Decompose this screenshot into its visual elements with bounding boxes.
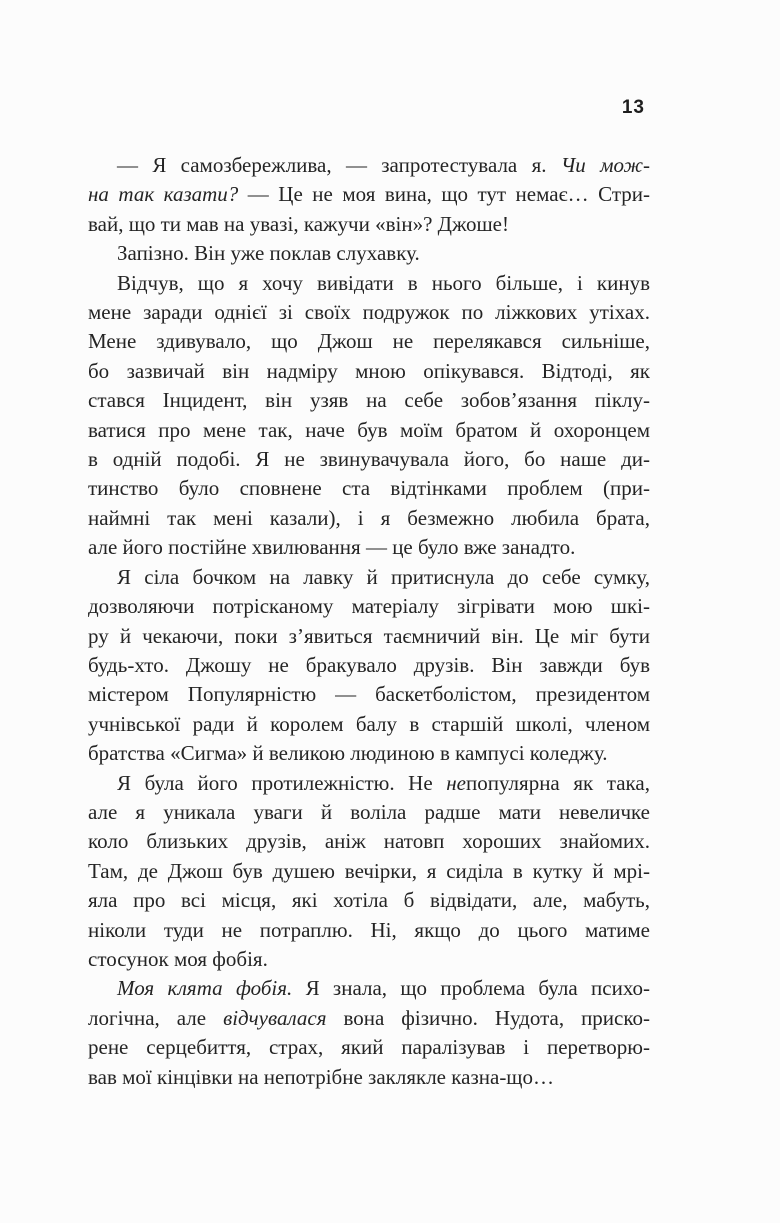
text-line — [88, 504, 650, 533]
text-line — [88, 180, 650, 209]
text-run: Запізно. Він уже поклав слухавку. — [117, 241, 420, 266]
text-run: ватися про мене так, наче був моїм братом й охоронцем — [88, 417, 650, 442]
text-line — [88, 474, 650, 503]
text-run: — Я самозбережлива, — запротестувала я. — [117, 153, 561, 177]
text-run: — Це не моя вина, що тут немає… Стри- — [238, 182, 650, 207]
text-line — [88, 710, 650, 739]
text-line — [88, 151, 650, 180]
text-run: містером Популярністю — баскетболістом, президентом — [88, 682, 650, 707]
text-run: ру й чекаючи, поки з’явиться таємничий він. Це міг бути — [88, 623, 650, 648]
text-block — [88, 151, 650, 1092]
text-run: Я сіла бочком на лавку й притиснула до себе сумку, — [117, 564, 650, 589]
text-line — [88, 327, 650, 356]
text-line — [88, 1033, 650, 1062]
paragraph-3 — [88, 269, 650, 563]
text-line — [88, 622, 650, 651]
text-line — [88, 298, 650, 327]
text-run: наймні так мені казали), і я безмежно любила брата, — [88, 505, 650, 530]
paragraph-6 — [88, 974, 650, 1092]
text-line — [88, 680, 650, 709]
text-line — [88, 651, 650, 680]
text-run: в одній подобі. Я не звинувачувала його, бо наше ди- — [88, 447, 650, 472]
text-run: Я знала, що проблема була психо- — [292, 976, 651, 1001]
text-run: стався Інцидент, він узяв на себе зобов’язання піклу- — [88, 388, 650, 413]
text-run: мене заради однієї зі своїх подружок по ліжкових утіхах. — [88, 300, 650, 325]
text-line — [88, 563, 650, 592]
text-run: коло близьких друзів, аніж натовп хороших знайомих. — [88, 829, 650, 854]
italic-text-run: відчувалася — [223, 1005, 327, 1030]
text-line — [88, 945, 650, 974]
text-line — [88, 886, 650, 915]
text-run: Я була його протилежністю. Не — [117, 770, 447, 795]
text-line — [88, 827, 650, 856]
text-line — [88, 445, 650, 474]
paragraph-2 — [88, 239, 650, 268]
text-run: братства «Сигма» й великою людиною в кампусі коледжу. — [88, 741, 608, 766]
italic-text-run: на так казати? — [88, 182, 239, 207]
text-run: бо зазвичай він надміру мною опікувався. Відтоді, як — [88, 358, 650, 383]
text-line — [88, 269, 650, 298]
text-run: тинство було сповнене ста відтінками проблем (при- — [88, 476, 650, 501]
text-line — [88, 798, 650, 827]
text-run: рене серцебиття, страх, який паралізував і перетворю- — [88, 1035, 650, 1060]
text-line — [88, 416, 650, 445]
paragraph-5 — [88, 769, 650, 975]
text-run: яла про всі місця, які хотіла б відвідати, але, мабуть, — [88, 888, 650, 913]
text-run: Там, де Джош був душею вечірки, я сиділа в кутку й мрі- — [88, 858, 650, 883]
text-line — [88, 857, 650, 886]
text-line — [88, 739, 650, 768]
page-number: 13 — [621, 97, 645, 118]
text-run: вай, що ти мав на увазі, кажучи «він»? Джоше! — [88, 211, 509, 236]
text-line — [88, 1063, 650, 1092]
text-run: ніколи туди не потраплю. Ні, якщо до цього матиме — [88, 917, 650, 942]
text-line — [88, 210, 650, 239]
paragraph-4 — [88, 563, 650, 769]
paragraph-1 — [88, 151, 650, 239]
text-line — [88, 386, 650, 415]
text-run: вав мої кінцівки на непотрібне заклякле казна-що… — [88, 1064, 554, 1089]
text-line — [88, 974, 650, 1003]
text-run: вона фізично. Нудота, приско- — [326, 1005, 650, 1030]
text-line — [88, 357, 650, 386]
text-line — [88, 592, 650, 621]
text-run: стосунок моя фобія. — [88, 946, 268, 971]
text-run: популярна як така, — [466, 770, 651, 795]
text-run: учнівської ради й королем балу в старшій школі, членом — [88, 711, 650, 736]
text-run: будь-хто. Джошу не бракувало друзів. Він завжди був — [88, 652, 650, 677]
italic-text-run: Моя клята фобія. — [117, 976, 293, 1001]
italic-text-run: Чи мож- — [560, 153, 651, 177]
text-run: логічна, але — [88, 1005, 224, 1030]
italic-text-run: не — [446, 770, 466, 795]
text-run: Відчув, що я хочу вивідати в нього більше, і кинув — [117, 270, 650, 295]
text-run: Мене здивувало, що Джош не перелякався сильніше, — [88, 329, 650, 354]
text-line — [88, 239, 650, 268]
text-line — [88, 533, 650, 562]
text-run: але я уникала уваги й воліла радше мати невеличке — [88, 799, 650, 824]
text-run: дозволяючи потрісканому матеріалу зігрівати мою шкі- — [88, 594, 650, 619]
text-run: але його постійне хвилювання — це було вже занадто. — [88, 535, 576, 560]
text-line — [88, 916, 650, 945]
text-line — [88, 1004, 650, 1033]
text-line — [88, 769, 650, 798]
